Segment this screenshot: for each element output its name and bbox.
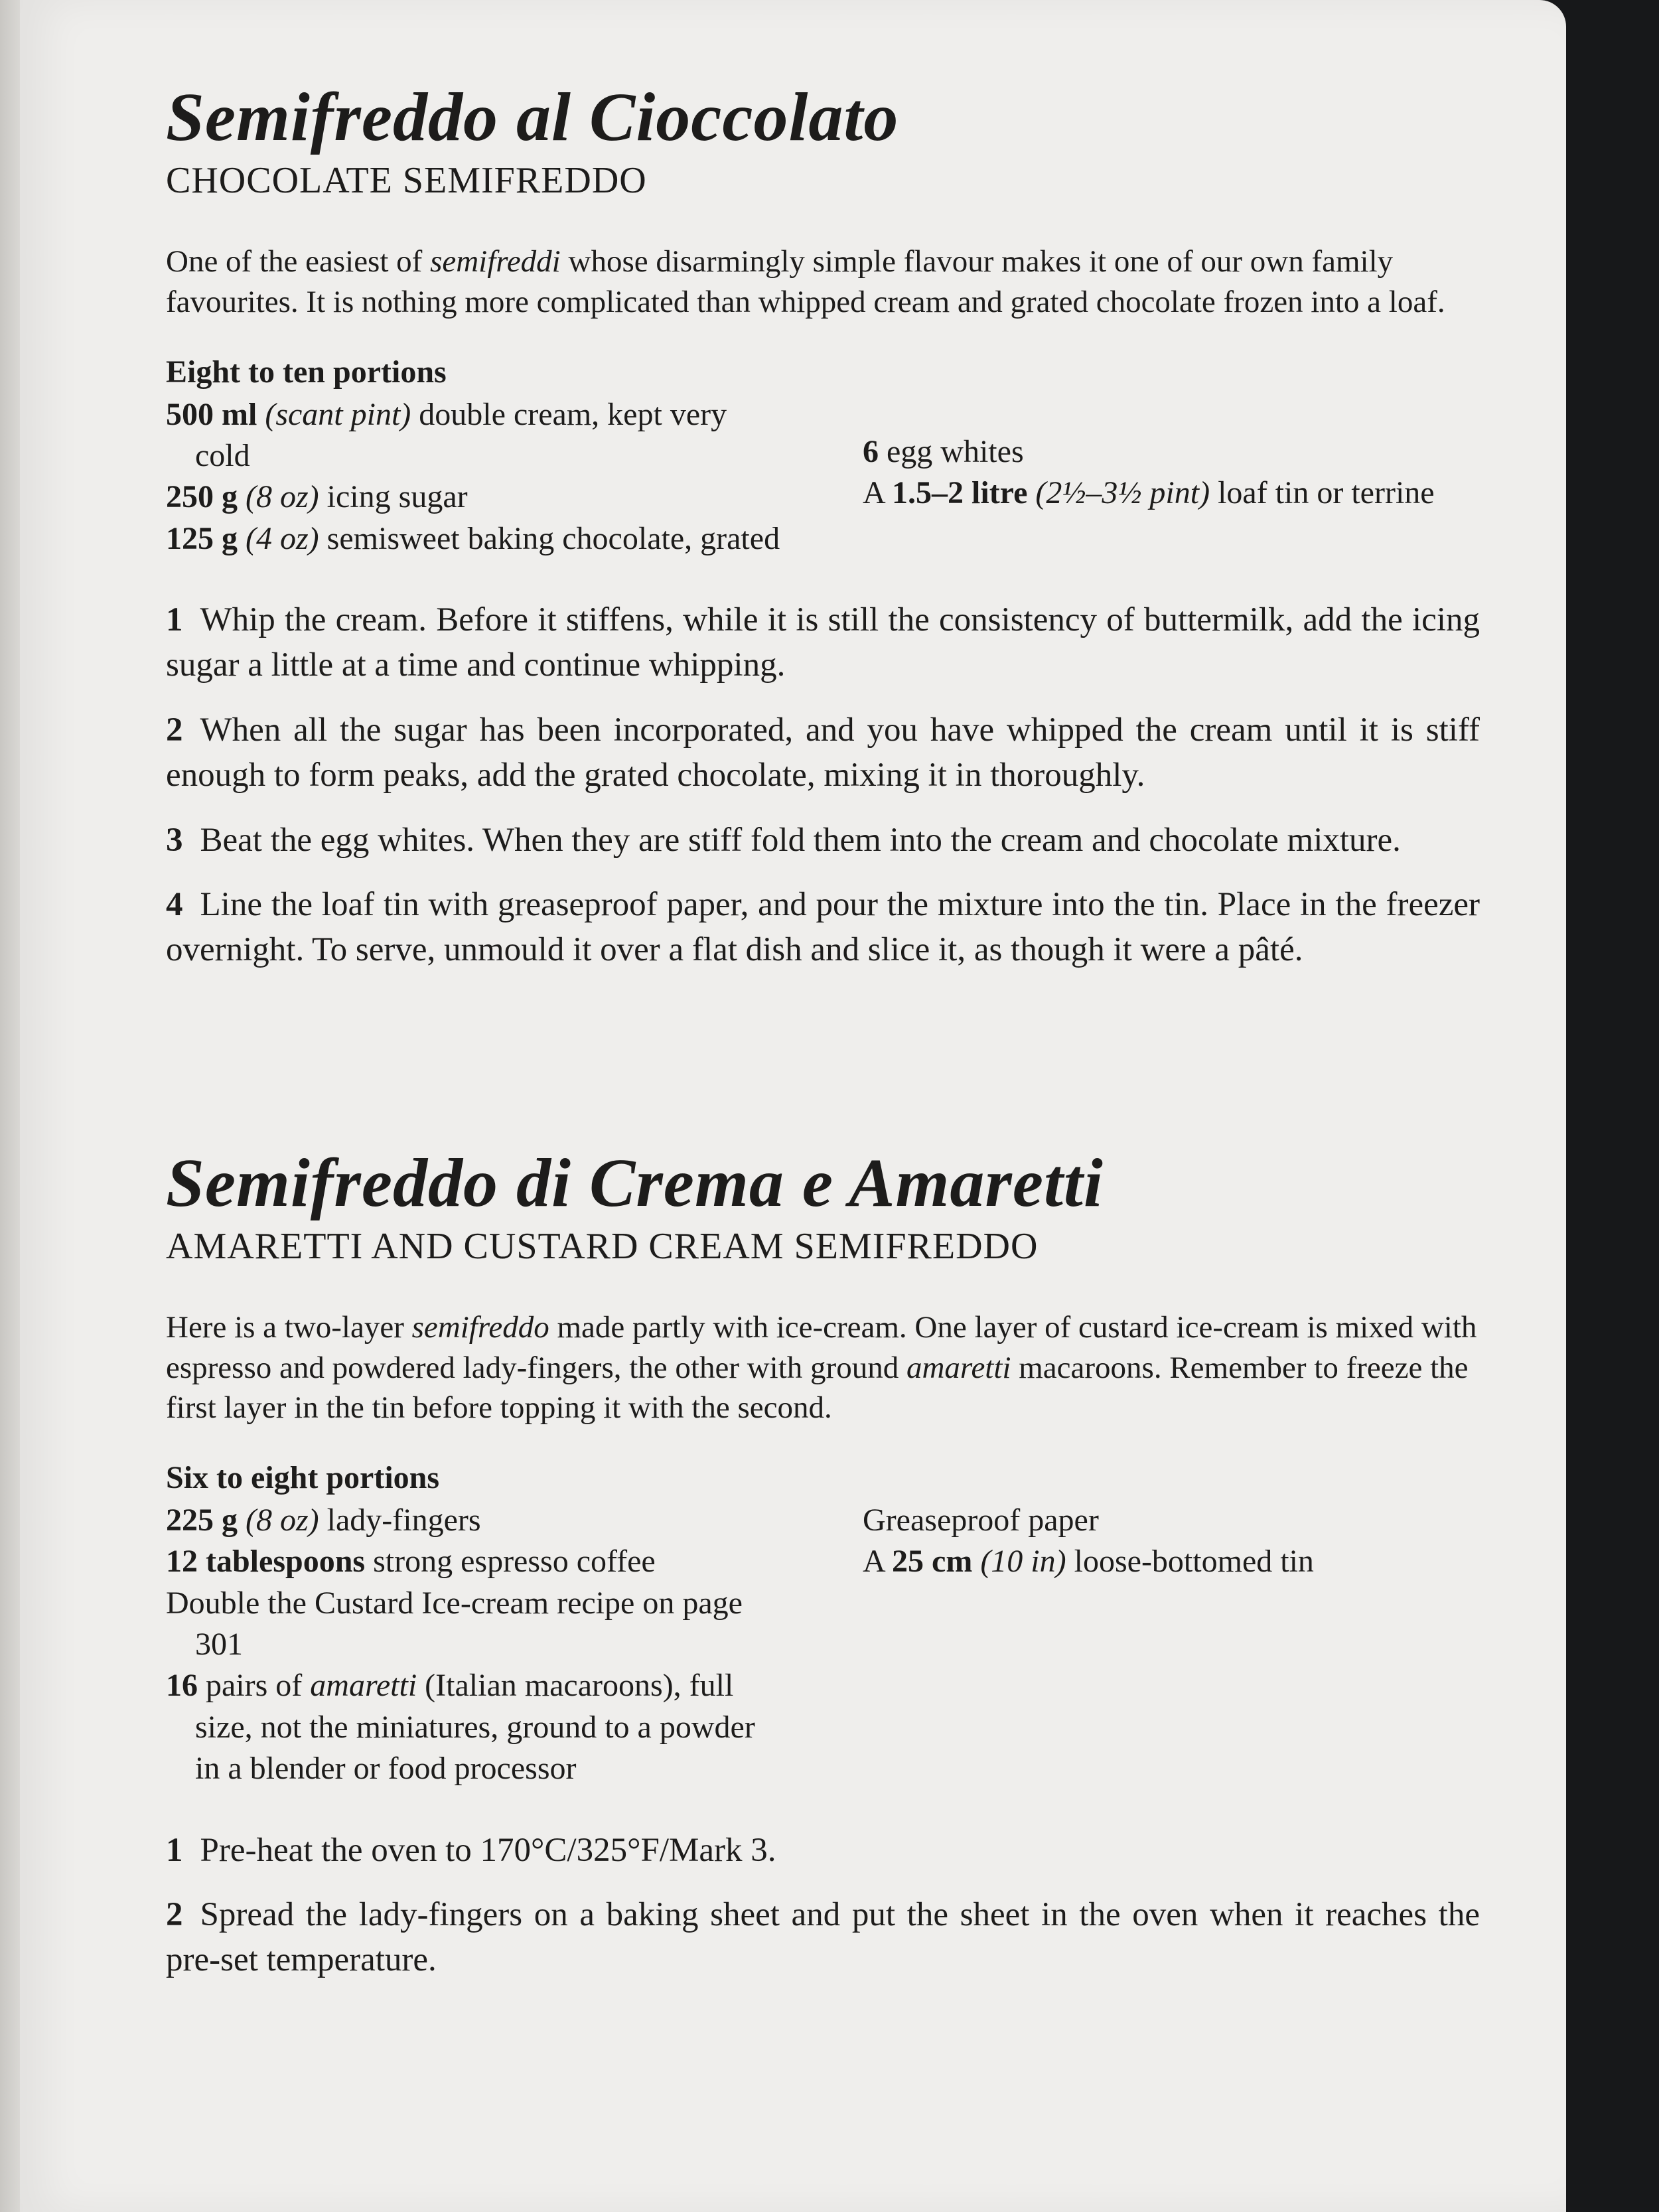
method-steps [166, 1828, 1480, 1983]
ingredient-item: 250 g (8 oz) icing sugar [166, 479, 468, 515]
ingredient-item: Greaseproof paper [863, 1502, 1099, 1538]
recipe-subtitle: CHOCOLATE SEMIFREDDO [166, 160, 647, 202]
method-step: 2 When all the sugar has been incorporated, and you have whipped the cream until it is stiff enough to form peaks, add the grated chocolate, mixing it in thoroughly. [166, 711, 1480, 794]
ingredient-item: A 1.5–2 litre (2½–3½ pint) loaf tin or terrine [863, 475, 1435, 511]
recipe-intro: One of the easiest of semifreddi whose disarmingly simple flavour makes it one of our own family favourites. It is nothing more complicated than whipped cream and grated chocolate frozen into a loaf. [166, 244, 1445, 319]
method-steps [166, 598, 1480, 973]
ingredients-list [166, 394, 1480, 560]
ingredient-item: 225 g (8 oz) lady-fingers [166, 1502, 481, 1538]
book-page [20, 0, 1566, 2212]
ingredient-item: Double the Custard Ice-cream recipe on page 301 [166, 1585, 743, 1662]
ingredient-item: 12 tablespoons strong espresso coffee [166, 1544, 656, 1580]
ingredient-item: 6 egg whites [863, 433, 1024, 469]
ingredients-list [166, 1500, 1480, 1790]
ingredient-item: 16 pairs of amaretti (Italian macaroons), full size, not the miniatures, ground to a powder in a blender or food processor [166, 1668, 755, 1787]
ingredient-item: A 25 cm (10 in) loose-bottomed tin [863, 1544, 1314, 1580]
portions-heading: Eight to ten portions [166, 354, 447, 390]
method-step: 1 Pre-heat the oven to 170°C/325°F/Mark 3. [166, 1831, 776, 1869]
recipe-intro: Here is a two-layer semifreddo made partly with ice-cream. One layer of custard ice-cream is mixed with espresso and powdered lady-fingers, the other with ground amaretti macaroons. Remember to freeze the first layer in the tin before topping it with the second. [166, 1310, 1477, 1425]
method-step: 2 Spread the lady-fingers on a baking sheet and put the sheet in the oven when it reaches the pre-set temperature. [166, 1896, 1480, 1979]
recipe-title: Semifreddo al Cioccolato [166, 79, 899, 155]
page-content [166, 80, 1480, 2003]
ingredient-item: 125 g (4 oz) semisweet baking chocolate, grated [166, 520, 780, 556]
recipe-title: Semifreddo di Crema e Amaretti [166, 1145, 1104, 1222]
method-step: 4 Line the loaf tin with greaseproof paper, and pour the mixture into the tin. Place in the freezer overnight. To serve, unmould it over a flat dish and slice it, as though it were a pâté. [166, 886, 1480, 969]
recipe-subtitle: AMARETTI AND CUSTARD CREAM SEMIFREDDO [166, 1226, 1039, 1268]
portions-heading: Six to eight portions [166, 1459, 440, 1495]
method-step: 1 Whip the cream. Before it stiffens, while it is still the consistency of buttermilk, add the icing sugar a little at a time and continue whipping. [166, 601, 1480, 684]
method-step: 3 Beat the egg whites. When they are stiff fold them into the cream and chocolate mixture. [166, 821, 1401, 859]
ingredient-item: 500 ml (scant pint) double cream, kept very cold [166, 396, 727, 474]
